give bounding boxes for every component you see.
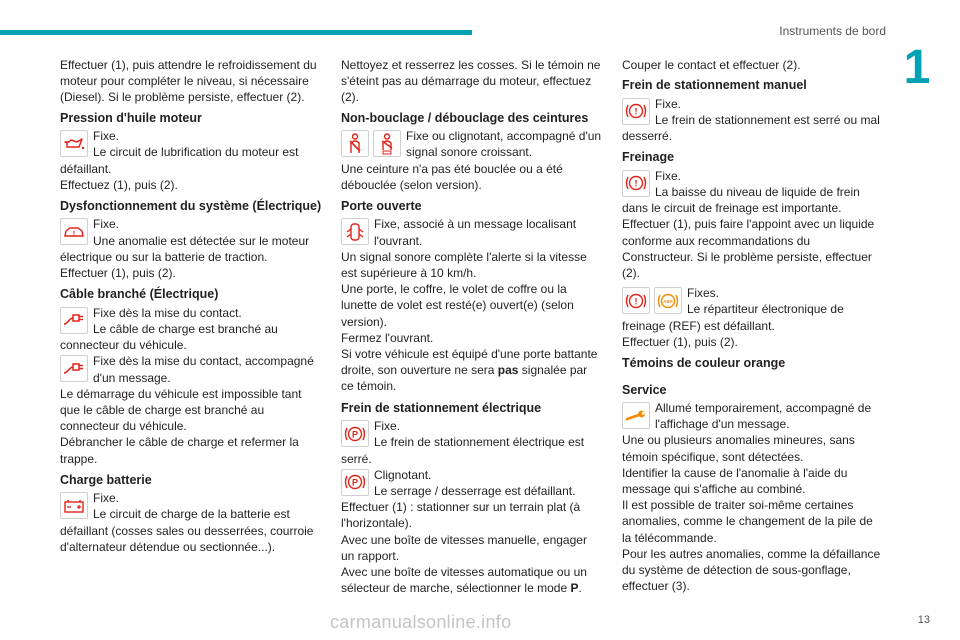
section-title: Service — [622, 382, 667, 397]
column-1 — [60, 57, 322, 560]
svg-text:!: ! — [634, 178, 638, 189]
section-seatbelts: Non-bouclage / débouclage des ceintures Fixe ou clignotant, accompagné d'un signal sonore croissant. Une ceinture n'a pas été bouclée ou a été débouclée (selon version). — [341, 110, 602, 192]
watermark: carmanualsonline.info — [330, 612, 512, 632]
brake-warning-icon — [622, 287, 650, 314]
section-service: Service Allumé temporairement, accompagné de l'affichage d'un message. Une ou plusieurs anomalies mineures, sans témoin spécifique, sont détectées. Identifier la cause de l'anomalie à l'aide du message qui s'affiche au combiné. Il est possible de traiter soi-même certaines anomalies, comme le changement de la pile de la télécommande. Pour les autres anomalies, comme la défaillance du système de détection de sous-gonflage, effectuer (3). — [622, 382, 884, 595]
section-battery-charge: Charge batterie Fixe. Le circuit de charge de la batterie est défaillant (cosses sales ou desserrées, courroie d'alternateur détendue ou sectionnée...). — [60, 472, 322, 555]
page-number: 13 — [917, 614, 930, 626]
svg-text:P: P — [351, 477, 359, 488]
section-manual-parking-brake: Frein de stationnement manuel ! Fixe. Le frein de stationnement est serré ou mal desserré. — [622, 77, 884, 144]
orange-lights-heading: Témoins de couleur orange — [622, 356, 786, 371]
column-2 — [341, 57, 603, 601]
section-cable-plugged: Câble branché (Électrique) Fixe dès la mise du contact. Le câble de charge est branché au connecteur du véhicule. Fixe dès la mise du contact, accompagné d'un message. Le démarrage du véhicule est impossible tant que le câble de charge est branché au connecteur du véhicule. Débrancher le câble de charge et refermer la trappe. — [60, 286, 322, 467]
rear-seatbelt-icon — [373, 130, 401, 157]
car-fault-icon — [60, 218, 88, 245]
svg-text:!: ! — [634, 106, 638, 117]
oil-can-icon — [60, 130, 88, 157]
column-3 — [622, 57, 884, 599]
brake-warning-icon — [622, 170, 650, 197]
section-system-fault: Dysfonctionnement du système (Électrique) ! Fixe. Une anomalie est détectée sur le moteur électrique ou sur la batterie de traction. Effectuer (1), puis (2). — [60, 198, 322, 281]
svg-text:P: P — [351, 429, 359, 440]
header-accent-bar — [0, 30, 472, 35]
battery-icon — [60, 492, 88, 519]
section-title: Frein de stationnement manuel — [622, 78, 807, 93]
page-header-title: Instruments de bord — [779, 24, 886, 38]
svg-text:!: ! — [634, 296, 638, 307]
charging-plug-icon — [60, 355, 88, 382]
parking-brake-icon — [341, 469, 369, 496]
svg-text:!: ! — [72, 230, 76, 238]
section-title: Non-bouclage / débouclage des ceintures — [341, 110, 589, 125]
seatbelt-icon — [341, 130, 369, 157]
section-electric-parking-brake: Frein de stationnement électrique P Fixe. Le frein de stationnement électrique est serré. P Clignotant. Le serrage / desserrage est défaillant. Effectuer (1) : stationner sur un terrain plat (à l'horizontale). Avec une boîte de vitesses manuelle, engager un rapport. Avec une boîte de vitesses automatique ou un sélecteur de marche, sélectionner le mode P. — [341, 400, 603, 597]
section-braking: Freinage ! Fixe. La baisse du niveau de liquide de frein dans le circuit de freinage est importante. Effectuer (1), puis faire l'appoint avec un liquide conforme aux recommandations du Constructeur. Si le problème persiste, effectuer (2). ! ABS Fixes. Le répartiteur électronique de freinage (REF) est défaillant. Effectuer (1), puis (2). — [622, 149, 884, 350]
svg-text:ABS: ABS — [663, 298, 673, 304]
car-doors-open-icon — [341, 218, 369, 245]
section-title: Frein de stationnement électrique — [341, 400, 542, 415]
section-title: Charge batterie — [60, 472, 152, 487]
section-title: Pression d'huile moteur — [60, 110, 202, 125]
parking-brake-icon — [341, 420, 369, 447]
intro-text: Couper le contact et effectuer (2). — [622, 58, 801, 72]
brake-warning-icon — [622, 98, 650, 125]
abs-icon — [654, 287, 682, 314]
section-title: Porte ouverte — [341, 198, 422, 213]
intro-text: Nettoyez et resserrez les cosses. Si le témoin ne s'éteint pas au démarrage du moteur, effectuez (2). — [341, 58, 601, 105]
section-title: Câble branché (Électrique) — [60, 287, 219, 302]
section-title: Freinage — [622, 150, 675, 165]
charging-plug-icon — [60, 307, 88, 334]
section-door-open: Porte ouverte Fixe, associé à un message localisant l'ouvrant. Un signal sonore complète l'alerte si la vitesse est supérieure à 10 km/h. Une porte, le coffre, le volet de coffre ou la lunette de volet est resté(e) ouvert(e) (selon version). Fermez l'ouvrant. Si votre véhicule est équipé d'une porte battante droite, son ouverture ne sera pas signalée par ce témoin. — [341, 198, 603, 395]
section-oil-pressure: Pression d'huile moteur Fixe. Le circuit de lubrification du moteur est défaillant. Effectuez (1), puis (2). — [60, 110, 322, 193]
chapter-number: 1 — [903, 41, 931, 94]
section-title: Dysfonctionnement du système (Électrique) — [60, 198, 322, 213]
wrench-icon — [622, 402, 650, 429]
intro-text: Effectuer (1), puis attendre le refroidissement du moteur pour compléter le niveau, si nécessaire (Diesel). Si le problème persiste, effectuer (2). — [60, 58, 317, 105]
